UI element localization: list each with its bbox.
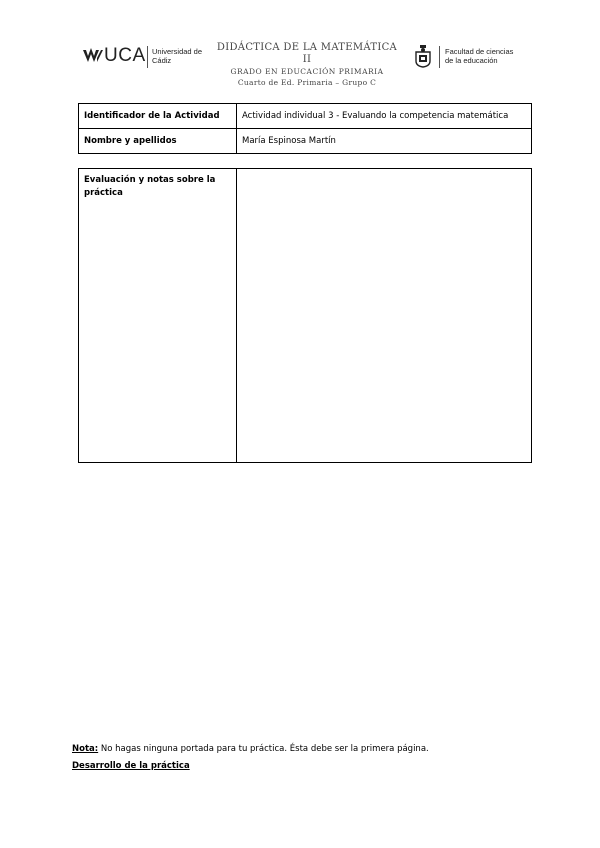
course-degree: GRADO EN EDUCACIÓN PRIMARIA — [230, 67, 384, 76]
faculty-crest-icon — [414, 44, 432, 68]
course-title: DIDÁCTICA DE LA MATEMÁTICA II — [216, 42, 398, 65]
note-line — [72, 744, 429, 754]
note-label: Nota: — [72, 744, 99, 754]
faculty-name — [445, 47, 513, 65]
activity-id-label: Identificador de la Actividad — [79, 104, 237, 129]
uca-wave-icon — [82, 47, 104, 65]
evaluation-label: Evaluación y notas sobre la práctica — [79, 169, 237, 463]
student-name-value: María Espinosa Martín — [237, 129, 532, 154]
table-row — [79, 129, 532, 154]
student-name-label: Nombre y apellidos — [79, 129, 237, 154]
course-group: Cuarto de Ed. Primaria – Grupo C — [237, 78, 377, 87]
note-text: No hagas ninguna portada para tu práctica. Ésta debe ser la primera página. — [98, 744, 429, 754]
university-line-2: Cádiz — [152, 56, 172, 65]
section-heading-desarrollo: Desarrollo de la práctica — [72, 761, 190, 771]
evaluation-table — [78, 168, 532, 463]
university-line-1: Universidad de — [152, 47, 203, 56]
header-divider — [147, 46, 148, 68]
faculty-line-2: de la educación — [445, 56, 498, 65]
uca-logo — [82, 45, 144, 67]
table-row — [79, 104, 532, 129]
header-divider-2 — [439, 46, 440, 68]
university-name — [152, 47, 202, 65]
document-header — [0, 40, 600, 87]
activity-id-value: Actividad individual 3 - Evaluando la competencia matemática — [237, 104, 532, 129]
uca-brand-text: UCA — [104, 45, 146, 66]
course-heading — [212, 42, 402, 88]
faculty-line-1: Facultad de ciencias — [445, 47, 514, 56]
activity-info-table — [78, 103, 532, 154]
evaluation-notes-cell — [237, 169, 532, 463]
table-row — [79, 169, 532, 463]
